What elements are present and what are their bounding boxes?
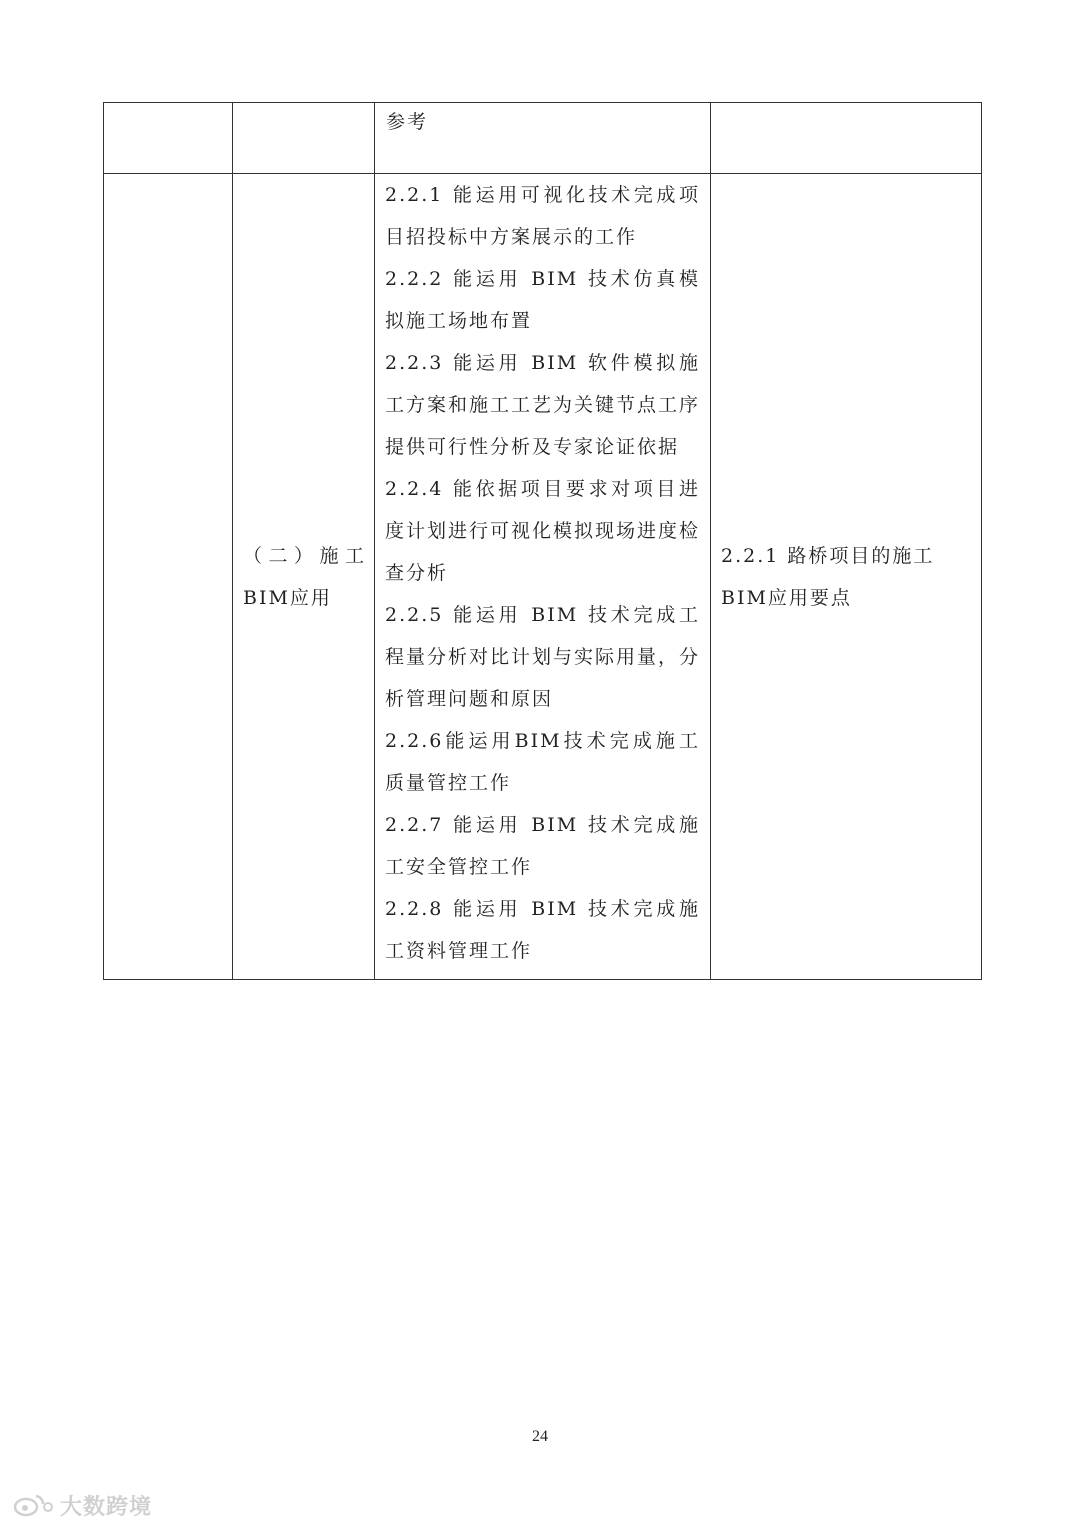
table-cell-category (104, 174, 233, 980)
table-cell-outcome (711, 103, 982, 174)
page-number: 24 (532, 1428, 548, 1445)
list-item: 2.2.6能运用BIM技术完成施工质量管控工作 (385, 730, 700, 794)
content-text: 参考 (386, 111, 429, 133)
list-item: 2.2.8 能运用 BIM 技术完成施工资料管理工作 (385, 898, 700, 962)
content-list (375, 174, 710, 972)
watermark-text: 大数跨境 (60, 1494, 153, 1520)
table-cell-outcome (711, 174, 982, 980)
list-item: 2.2.2 能运用 BIM 技术仿真模拟施工场地布置 (385, 268, 700, 332)
list-item: 2.2.3 能运用 BIM 软件模拟施工方案和施工工艺为关键节点工序提供可行性分析及专家论证依据 (385, 352, 701, 458)
table-cell-content (375, 103, 711, 174)
table-cell-module (233, 103, 375, 174)
table-cell-category (104, 103, 233, 174)
outcome-text (711, 103, 981, 105)
table-cell-module (233, 174, 375, 980)
list-item: 2.2.7 能运用 BIM 技术完成施工安全管控工作 (385, 814, 700, 878)
watermark (12, 1490, 152, 1520)
table-row (104, 174, 982, 980)
curriculum-table (103, 102, 982, 980)
outcome-text: 2.2.1 路桥项目的施工BIM应用要点 (721, 544, 935, 609)
list-item: 2.2.1 能运用可视化技术完成项目招投标中方案展示的工作 (385, 184, 700, 248)
table-cell-content (375, 174, 711, 980)
module-title: （二）施工BIM应用 (243, 544, 366, 609)
table-row (104, 103, 982, 174)
list-item: 2.2.5 能运用 BIM 技术完成工程量分析对比计划与实际用量，分析管理问题和原因 (385, 604, 701, 710)
list-item: 2.2.4 能依据项目要求对项目进度计划进行可视化模拟现场进度检查分析 (385, 478, 701, 584)
weibo-logo-icon (12, 1492, 56, 1518)
